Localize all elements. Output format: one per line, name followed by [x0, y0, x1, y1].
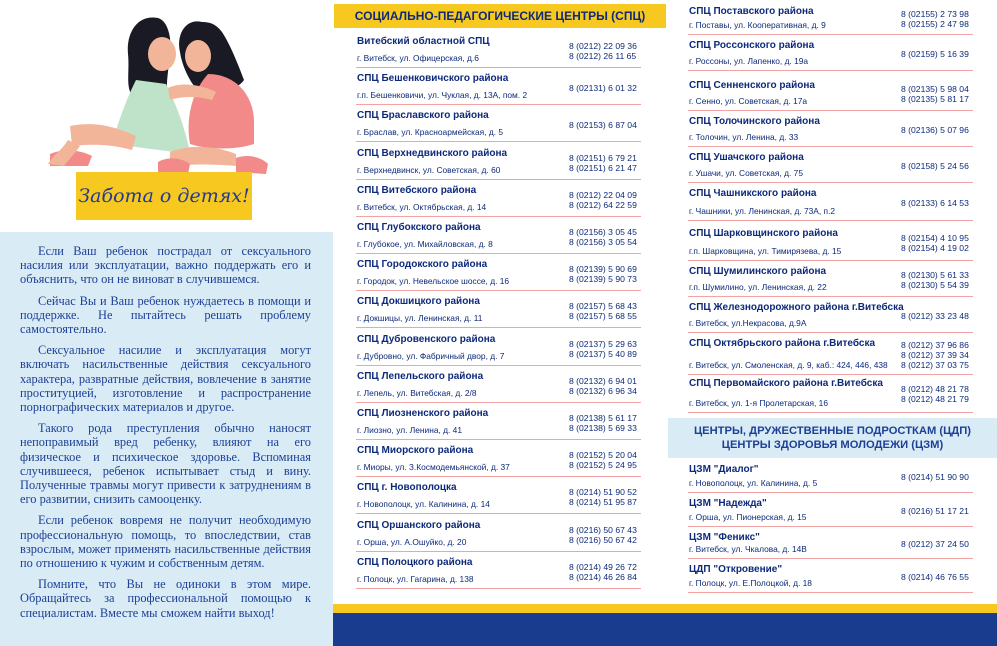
- center-phones: [569, 562, 641, 582]
- phone-number[interactable]: 8 (0212) 48 21 79: [901, 394, 969, 404]
- phone-number[interactable]: 8 (0214) 51 90 90: [901, 472, 969, 482]
- center-phones: [569, 339, 641, 359]
- center-address: г. Лепель, ул. Витебская, д. 2/8: [357, 388, 477, 398]
- phone-number[interactable]: 8 (02133) 6 14 53: [901, 198, 969, 208]
- center-phones: [901, 161, 973, 171]
- center-phones: [569, 450, 641, 470]
- phone-number[interactable]: 8 (0212) 48 21 78: [901, 384, 969, 394]
- center-name: СПЦ Миорского района: [357, 445, 474, 456]
- phone-number[interactable]: 8 (0212) 33 23 48: [901, 311, 969, 321]
- center-phones: [569, 376, 641, 396]
- phone-number[interactable]: 8 (0216) 50 67 43: [569, 524, 637, 535]
- phone-number[interactable]: 8 (02130) 5 61 33: [901, 270, 969, 280]
- center-address: г. Поставы, ул. Кооперативная, д. 9: [689, 20, 826, 30]
- center-entry: [688, 530, 973, 559]
- center-entry: [356, 332, 641, 366]
- center-address: г.п. Шарковщина, ул. Тимирязева, д. 15: [689, 246, 842, 256]
- center-entry: [688, 78, 973, 111]
- center-address: г. Ушачи, ул. Советская, д. 75: [689, 168, 803, 178]
- center-phones: [569, 190, 641, 210]
- center-entry: [356, 369, 641, 403]
- center-name: СПЦ Витебского района: [357, 185, 477, 196]
- phone-number[interactable]: 8 (02156) 3 05 45: [569, 226, 637, 237]
- info-paragraph: Сейчас Вы и Ваш ребенок нуждаетесь в помощи и поддержке. Не пытайтесь решать проблему самостоятельно.: [20, 293, 311, 337]
- phone-number[interactable]: 8 (0216) 50 67 42: [569, 534, 637, 545]
- center-entry: [356, 183, 641, 217]
- center-name: СПЦ Октябрьского района г.Витебска: [689, 338, 876, 349]
- center-address: г. Городок, ул. Невельское шоссе, д. 16: [357, 276, 510, 286]
- info-paragraph: Если ребенок вовремя не получит необходимую профессиональную помощь, то впоследствии, став взрослым, может применять насильственные действия по отношению к чужим и собственным детям.: [20, 513, 311, 571]
- center-name: СПЦ Глубокского района: [357, 222, 481, 233]
- phone-number[interactable]: 8 (02137) 5 40 89: [569, 348, 637, 359]
- phone-number[interactable]: 8 (02159) 5 16 39: [901, 49, 969, 59]
- center-name: СПЦ Городокского района: [357, 259, 488, 270]
- center-entry: [688, 496, 973, 527]
- spc-section-header: [334, 4, 666, 28]
- center-address: г. Глубокое, ул. Михайловская, д. 8: [357, 239, 493, 249]
- center-name: СПЦ Бешенковичского района: [357, 73, 509, 84]
- phone-number[interactable]: 8 (02153) 6 87 04: [569, 119, 637, 130]
- info-box: [0, 232, 333, 646]
- center-address: г. Миоры, ул. З.Космодемьянской, д. 37: [357, 462, 510, 472]
- two-girls-illustration: [40, 4, 300, 184]
- center-phones: [901, 125, 973, 135]
- center-address: г. Орша, ул. Пионерская, д. 15: [689, 512, 807, 522]
- center-name: СПЦ Браславского района: [357, 110, 489, 121]
- center-phones: [569, 264, 641, 284]
- center-address: г. Верхнедвинск, ул. Советская, д. 60: [357, 165, 501, 175]
- center-name: СПЦ Дубровенского района: [357, 334, 496, 345]
- center-entry: [688, 4, 973, 35]
- phone-number[interactable]: 8 (02157) 5 68 55: [569, 310, 637, 321]
- center-address: г. Витебск, ул. Смоленская, д. 9, каб.: 424, 446, 438: [689, 360, 888, 370]
- center-name: Витебский областной СПЦ: [357, 36, 490, 47]
- center-name: СПЦ Верхнедвинского района: [357, 148, 508, 159]
- center-phones: [901, 233, 973, 253]
- phone-number[interactable]: 8 (0212) 64 22 59: [569, 199, 637, 210]
- center-name: СПЦ Лепельского района: [357, 371, 484, 382]
- center-phones: [901, 539, 973, 549]
- center-entry: [688, 376, 973, 413]
- center-entry: [688, 38, 973, 71]
- center-phones: [901, 9, 973, 29]
- center-entry: [356, 108, 641, 142]
- center-entry: [356, 555, 641, 589]
- phone-number[interactable]: 8 (02132) 6 96 34: [569, 385, 637, 396]
- phone-number[interactable]: 8 (0212) 26 11 65: [569, 50, 637, 61]
- center-entry: [688, 150, 973, 183]
- phone-number[interactable]: 8 (0214) 46 26 84: [569, 571, 637, 582]
- phone-number[interactable]: 8 (02139) 5 90 69: [569, 263, 637, 274]
- center-entry: [356, 220, 641, 254]
- center-phones: [901, 384, 973, 404]
- cdp-section-title-line1: ЦЕНТРЫ, ДРУЖЕСТВЕННЫЕ ПОДРОСТКАМ (ЦДП): [693, 425, 972, 437]
- phone-number[interactable]: 8 (0212) 22 04 09: [569, 189, 637, 200]
- center-entry: [356, 146, 641, 180]
- center-name: ЦЗМ "Диалог": [689, 464, 759, 475]
- phone-number[interactable]: 8 (02136) 5 07 96: [901, 125, 969, 135]
- phone-number[interactable]: 8 (0212) 37 96 86: [901, 340, 969, 350]
- bottom-blue-band: [333, 613, 997, 646]
- center-entry: [688, 264, 973, 297]
- center-phones: [569, 525, 641, 545]
- center-name: СПЦ Ушачского района: [689, 152, 804, 163]
- phone-number[interactable]: 8 (0212) 37 39 34: [901, 350, 969, 360]
- center-address: г. Витебск, ул. Офицерская, д.6: [357, 53, 479, 63]
- center-phones: [901, 340, 973, 370]
- center-entry: [356, 257, 641, 291]
- info-paragraph: Если Ваш ребенок пострадал от сексуального насилия или эксплуатации, важно поддержать его и объяснить, что он не виноват в случившемся.: [20, 244, 311, 287]
- phone-number[interactable]: 8 (02155) 2 73 98: [901, 9, 969, 19]
- center-name: СПЦ Железнодорожного района г.Витебска: [689, 302, 904, 313]
- phone-number[interactable]: 8 (02151) 6 79 21: [569, 152, 637, 163]
- phone-number[interactable]: 8 (02138) 5 61 17: [569, 412, 637, 423]
- center-name: СПЦ Первомайского района г.Витебска: [689, 378, 883, 389]
- center-phones: [569, 413, 641, 433]
- phone-number[interactable]: 8 (02138) 5 69 33: [569, 422, 637, 433]
- center-entry: [688, 114, 973, 147]
- center-name: СПЦ Поставского района: [689, 6, 814, 17]
- center-address: г. Браслав, ул. Красноармейская, д. 5: [357, 127, 504, 137]
- phone-number[interactable]: 8 (02131) 6 01 32: [569, 82, 637, 93]
- center-name: ЦЗМ "Феникс": [689, 532, 760, 543]
- center-phones: [569, 227, 641, 247]
- center-entry: [356, 480, 641, 514]
- center-phones: [901, 472, 973, 482]
- phone-number[interactable]: 8 (02154) 4 10 95: [901, 233, 969, 243]
- center-phones: [901, 270, 973, 290]
- phone-number[interactable]: 8 (0214) 51 90 52: [569, 486, 637, 497]
- center-address: г. Лиозно, ул. Ленина, д. 41: [357, 425, 462, 435]
- center-entry: [688, 336, 973, 375]
- cdp-section-header: [668, 418, 997, 458]
- center-name: СПЦ Толочинского района: [689, 116, 820, 127]
- center-address: г. Чашники, ул. Ленинская, д. 73А, п.2: [689, 206, 836, 216]
- center-address: г. Докшицы, ул. Ленинская, д. 11: [357, 313, 483, 323]
- center-entry: [688, 462, 973, 493]
- center-name: ЦДП "Откровение": [689, 564, 783, 575]
- center-address: г. Витебск, ул. 1-я Пролетарская, 16: [689, 398, 828, 408]
- center-address: г. Россоны, ул. Лапенко, д. 19а: [689, 56, 809, 66]
- center-name: СПЦ Шарковщинского района: [689, 228, 838, 239]
- phone-number[interactable]: 8 (0212) 37 24 50: [901, 539, 969, 549]
- phone-number[interactable]: 8 (02155) 2 47 98: [901, 19, 969, 29]
- phone-number[interactable]: 8 (0214) 46 76 55: [901, 572, 969, 582]
- center-address: г.п. Бешенковичи, ул. Чуклая, д. 13А, пом. 2: [357, 90, 528, 100]
- center-address: г. Новополоцк, ул. Калинина, д. 5: [689, 478, 818, 488]
- center-phones: [901, 506, 973, 516]
- center-address: г. Толочин, ул. Ленина, д. 33: [689, 132, 799, 142]
- phone-number[interactable]: 8 (02157) 5 68 43: [569, 300, 637, 311]
- center-phones: [569, 487, 641, 507]
- spc-section-title: СОЦИАЛЬНО-ПЕДАГОГИЧЕСКИЕ ЦЕНТРЫ (СПЦ): [354, 9, 646, 23]
- center-phones: [569, 301, 641, 321]
- center-address: г. Полоцк, ул. Гагарина, д. 138: [357, 574, 474, 584]
- center-address: г. Полоцк, ул. Е.Полоцкой, д. 18: [689, 578, 812, 588]
- center-phones: [569, 41, 641, 61]
- phone-number[interactable]: 8 (02151) 6 21 47: [569, 162, 637, 173]
- phone-number[interactable]: 8 (02132) 6 94 01: [569, 375, 637, 386]
- center-name: СПЦ Сенненского района: [689, 80, 815, 91]
- center-address: г.п. Шумилино, ул. Ленинская, д. 22: [689, 282, 827, 292]
- center-address: г. Витебск, ул.Некрасова, д.9А: [689, 318, 807, 328]
- center-address: г. Витебск, ул. Чкалова, д. 14В: [689, 544, 807, 554]
- phone-number[interactable]: 8 (02158) 5 24 56: [901, 161, 969, 171]
- center-entry: [688, 300, 973, 333]
- care-banner: [76, 172, 252, 220]
- center-entry: [688, 186, 973, 221]
- info-paragraph: Сексуальное насилие и эксплуатация могут включать насильственные действия сексуального характера, развратные действия, вовлечение в занятие проституцией, изготовление и распространение порнографических материалов и другое.: [20, 343, 311, 415]
- center-entry: [356, 406, 641, 440]
- center-name: СПЦ г. Новополоцка: [357, 482, 457, 493]
- phone-number[interactable]: 8 (02156) 3 05 54: [569, 236, 637, 247]
- phone-number[interactable]: 8 (02135) 5 81 17: [901, 94, 969, 104]
- center-entry: [356, 443, 641, 477]
- info-paragraph: Такого рода преступления обычно наносят непоправимый вред ребенку, влияют на его физическое и психическое здоровье. Вспоминая случившееся, ребенок испытывает стыд и вину. Полученные травмы могут привести к затруднениям в его развитии, снизить самооценку.: [20, 421, 311, 507]
- phone-number[interactable]: 8 (02139) 5 90 73: [569, 273, 637, 284]
- phone-number[interactable]: 8 (0212) 37 03 75: [901, 360, 969, 370]
- center-name: ЦЗМ "Надежда": [689, 498, 767, 509]
- center-entry: [356, 34, 641, 68]
- phone-number[interactable]: 8 (02152) 5 24 95: [569, 459, 637, 470]
- center-address: г. Витебск, ул. Октябрьская, д. 14: [357, 202, 487, 212]
- center-address: г. Сенно, ул. Советская, д. 17а: [689, 96, 808, 106]
- phone-number[interactable]: 8 (0214) 49 26 72: [569, 561, 637, 572]
- center-entry: [688, 562, 973, 593]
- center-name: СПЦ Чашникского района: [689, 188, 817, 199]
- center-address: г. Новополоцк, ул. Калинина, д. 14: [357, 499, 490, 509]
- center-phones: [901, 311, 973, 321]
- center-entry: [356, 518, 641, 552]
- center-name: СПЦ Лиозненского района: [357, 408, 489, 419]
- phone-number[interactable]: 8 (02137) 5 29 63: [569, 338, 637, 349]
- center-entry: [356, 71, 641, 105]
- center-phones: [901, 572, 973, 582]
- center-phones: [901, 49, 973, 59]
- phone-number[interactable]: 8 (02130) 5 54 39: [901, 280, 969, 290]
- center-name: СПЦ Оршанского района: [357, 520, 481, 531]
- phone-number[interactable]: 8 (0214) 51 95 87: [569, 496, 637, 507]
- center-name: СПЦ Полоцкого района: [357, 557, 473, 568]
- phone-number[interactable]: 8 (0216) 51 17 21: [901, 506, 969, 516]
- center-address: г. Дубровно, ул. Фабричный двор, д. 7: [357, 351, 505, 361]
- care-banner-text: Забота о детях!: [78, 185, 250, 207]
- center-phones: [569, 120, 641, 130]
- center-phones: [901, 198, 973, 208]
- center-name: СПЦ Шумилинского района: [689, 266, 827, 277]
- center-phones: [569, 83, 641, 93]
- phone-number[interactable]: 8 (02135) 5 98 04: [901, 84, 969, 94]
- center-entry: [688, 226, 973, 261]
- center-entry: [356, 294, 641, 328]
- center-address: г. Орша, ул. А.Ошуйко, д. 20: [357, 537, 467, 547]
- info-paragraph: Помните, что Вы не одиноки в этом мире. Обращайтесь за профессиональной помощью к специалистам. Вместе мы сможем найти выход!: [20, 577, 311, 620]
- center-phones: [569, 153, 641, 173]
- center-phones: [901, 84, 973, 104]
- center-name: СПЦ Россонского района: [689, 40, 815, 51]
- phone-number[interactable]: 8 (0212) 22 09 36: [569, 40, 637, 51]
- phone-number[interactable]: 8 (02152) 5 20 04: [569, 449, 637, 460]
- bottom-yellow-stripe: [333, 604, 997, 613]
- cdp-section-title-line2: ЦЕНТРЫ ЗДОРОВЬЯ МОЛОДЕЖИ (ЦЗМ): [721, 439, 944, 451]
- left-panel: [0, 0, 333, 646]
- phone-number[interactable]: 8 (02154) 4 19 02: [901, 243, 969, 253]
- center-name: СПЦ Докшицкого района: [357, 296, 480, 307]
